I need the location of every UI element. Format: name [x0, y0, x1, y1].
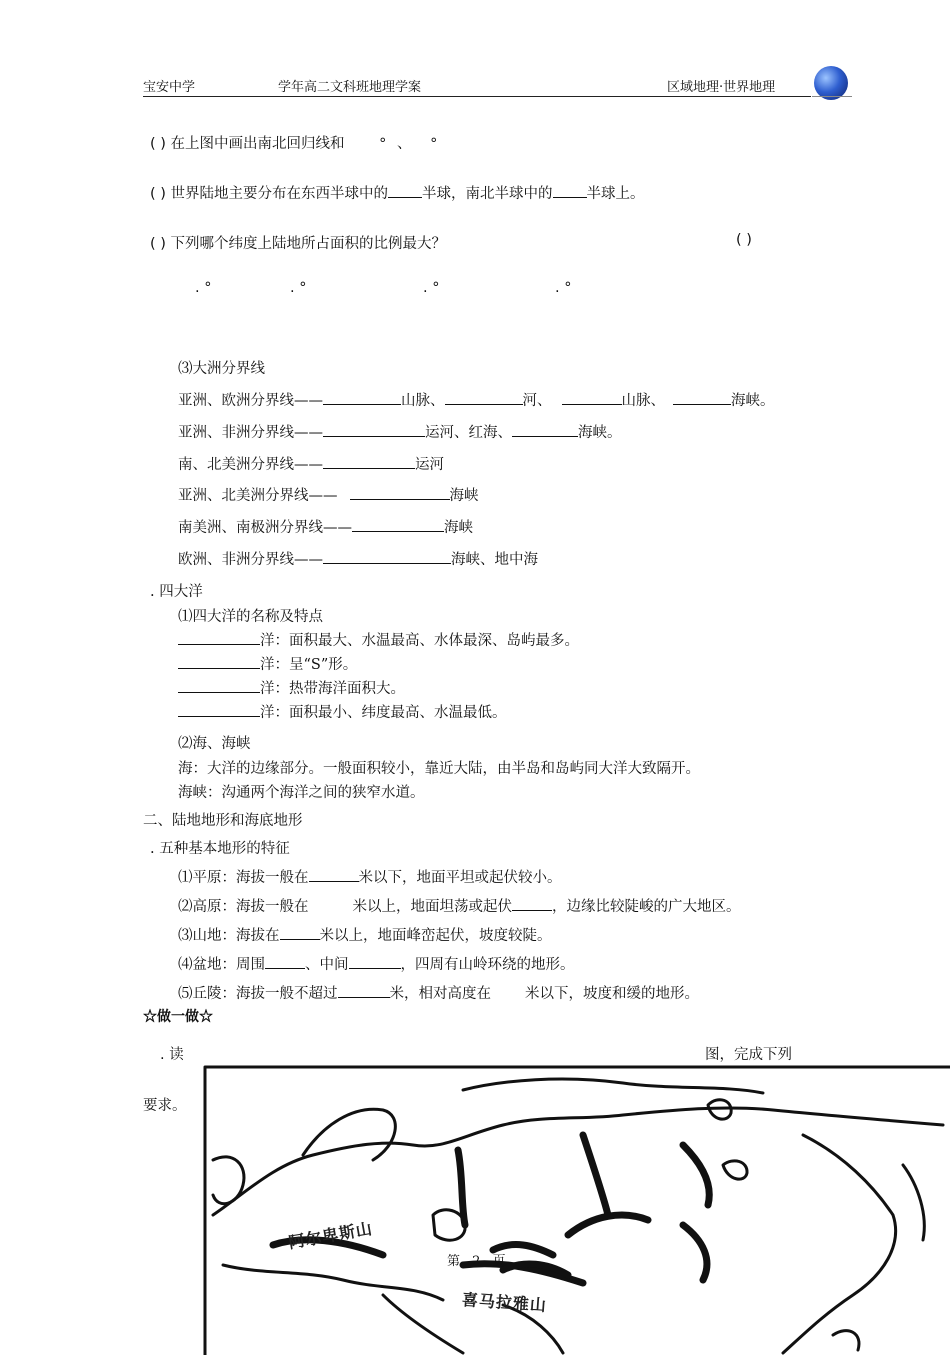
mountain-a: ⑶山地：海拔在 — [178, 928, 280, 944]
landforms-section: 二、陆地地形和海底地形 — [143, 813, 303, 829]
asia-na-label: 亚洲、北美洲分界线—— — [178, 488, 338, 504]
q3-text: 下列哪个纬度上陆地所占面积的比例最大？ — [170, 236, 447, 252]
boundary-asia-africa — [178, 421, 622, 442]
plain-b: 米以下，地面平坦或起伏较小。 — [358, 870, 562, 886]
boundary-asia-north-america — [178, 484, 479, 505]
ocean-text-2: 洋：呈“S”形。 — [260, 657, 358, 673]
eu-af-a: 海峡、地中海 — [451, 552, 538, 568]
coast-islands-2 — [723, 1161, 747, 1179]
asia-europe-b: 河、 — [522, 393, 552, 409]
hill-c: 米以下，坡度和缓的地形。 — [525, 986, 699, 1002]
plateau-blank[interactable] — [512, 898, 552, 911]
basin-blank-1[interactable] — [265, 956, 305, 969]
header-rule — [143, 96, 811, 97]
oceans-sub2: ⑵海、海峡 — [178, 736, 251, 752]
asia-africa-b: 海峡。 — [578, 425, 622, 441]
logo-underline — [812, 96, 852, 97]
activity-requirement: 要求。 — [143, 1098, 187, 1114]
q1-deg1: ° — [379, 136, 387, 152]
landform-plain — [178, 866, 562, 887]
page-prefix: 第 — [447, 1254, 461, 1269]
sn-america-blank[interactable] — [323, 456, 415, 469]
ocean-text-3: 洋：热带海洋面积大。 — [260, 681, 405, 697]
oceans-sub1: ⑴四大洋的名称及特点 — [178, 609, 323, 625]
question-3 — [150, 232, 446, 253]
mountain-blank[interactable] — [280, 927, 320, 940]
asia-europe-blank-2[interactable] — [445, 392, 523, 405]
coast-arctic — [463, 1079, 763, 1093]
header-topic: 区域地理·世界地理 — [667, 80, 776, 95]
ocean-blank-3[interactable] — [178, 680, 260, 693]
boundaries-title: ⑶大洲分界线 — [178, 361, 265, 377]
eu-af-blank[interactable] — [323, 551, 451, 564]
page-suffix: 页 — [492, 1254, 506, 1269]
asia-europe-blank-3[interactable] — [562, 392, 622, 405]
ocean-blank-4[interactable] — [178, 704, 260, 717]
coast-arabia — [383, 1295, 463, 1353]
sa-ant-blank[interactable] — [352, 519, 444, 532]
asia-europe-blank-4[interactable] — [673, 392, 731, 405]
ocean-item-1 — [178, 629, 579, 650]
q3-answer-paren[interactable]: ( ) — [736, 232, 752, 248]
map-label-himalaya: 喜马拉雅山 — [461, 1290, 548, 1315]
ocean-item-2 — [178, 653, 357, 674]
basin-b: 、中间 — [305, 957, 349, 973]
coast-japan — [903, 1165, 924, 1240]
question-1 — [150, 132, 437, 153]
basin-blank-2[interactable] — [349, 956, 401, 969]
plateau-a: ⑵高原：海拔一般在 — [178, 899, 309, 915]
asia-europe-a: 山脉、 — [401, 393, 445, 409]
oceans-heading: . 四大洋 — [150, 584, 203, 600]
globe-logo-icon — [814, 66, 848, 100]
question-2 — [150, 182, 645, 203]
ocean-text-4: 洋：面积最小、纬度最高、水温最低。 — [260, 705, 507, 721]
plateau-b: 米以上，地面坦荡或起伏 — [352, 899, 512, 915]
landform-plateau — [178, 895, 741, 916]
basin-a: ⑷盆地：周围 — [178, 957, 265, 973]
mountain-arc-1 — [683, 1145, 709, 1205]
activity-read-end: 图，完成下列 — [705, 1047, 792, 1063]
page-number — [447, 1250, 506, 1269]
ocean-text-1: 洋：面积最大、水温最高、水体最深、岛屿最多。 — [260, 633, 579, 649]
hill-b: 米，相对高度在 — [389, 986, 491, 1002]
map-frame — [205, 1067, 950, 1355]
sn-america-label: 南、北美洲分界线—— — [178, 457, 323, 473]
boundary-asia-europe — [178, 389, 775, 410]
q2-text-1: 世界陆地主要分布在东西半球中的 — [170, 186, 389, 202]
header-course: 学年高二文科班地理学案 — [278, 80, 422, 95]
ocean-item-3 — [178, 677, 405, 698]
asia-africa-a: 运河、红海、 — [425, 425, 512, 441]
option-a[interactable]: . ° — [195, 280, 212, 296]
asia-africa-blank-2[interactable] — [512, 424, 578, 437]
ocean-blank-2[interactable] — [178, 656, 260, 669]
coast-europe — [213, 1108, 943, 1215]
plateau-c: ，边缘比较陡峻的广大地区。 — [552, 899, 741, 915]
q1-paren: ( ) — [150, 136, 166, 152]
activity-read: . 读 — [160, 1047, 184, 1063]
boundary-south-america-antarctica — [178, 516, 473, 537]
plain-a: ⑴平原：海拔一般在 — [178, 870, 309, 886]
asia-europe-label: 亚洲、欧洲分界线—— — [178, 393, 323, 409]
q2-text-3: 半球上。 — [586, 186, 645, 202]
q1-deg2: ° — [430, 136, 438, 152]
header-school: 宝安中学 — [143, 80, 196, 95]
q1-sep: 、 — [397, 136, 412, 152]
q2-blank-1[interactable] — [388, 185, 422, 198]
q1-text: 在上图中画出南北回归线和 — [170, 136, 345, 152]
q2-blank-2[interactable] — [553, 185, 587, 198]
page-num: 2 — [472, 1254, 481, 1269]
sn-america-a: 运河 — [415, 457, 444, 473]
landform-hill — [178, 982, 699, 1003]
coast-mediterranean — [223, 1265, 443, 1300]
landform-basin — [178, 953, 575, 974]
siberian-ridge — [583, 1135, 608, 1215]
asia-na-blank[interactable] — [350, 487, 450, 500]
eu-af-label: 欧洲、非洲分界线—— — [178, 552, 323, 568]
activity-title: ☆做一做☆ — [143, 1009, 213, 1025]
mountain-b: 米以上，地面峰峦起伏，坡度较陡。 — [319, 928, 552, 944]
basin-c: ，四周有山岭环绕的地形。 — [400, 957, 575, 973]
coast-islands-3 — [833, 1331, 859, 1350]
option-d[interactable]: . ° — [555, 280, 572, 296]
sea-definition: 海：大洋的边缘部分。一般面积较小，靠近大陆，由半岛和岛屿同大洋大致隔开。 — [178, 761, 700, 777]
asia-europe-d: 海峡。 — [731, 393, 775, 409]
hill-a: ⑸丘陵：海拔一般不超过 — [178, 986, 338, 1002]
asia-africa-blank-1[interactable] — [323, 424, 425, 437]
q2-text-2: 半球，南北半球中的 — [422, 186, 553, 202]
ocean-item-4 — [178, 701, 507, 722]
world-map-outline — [203, 1065, 950, 1355]
mountain-arc-2 — [568, 1215, 648, 1235]
asia-africa-label: 亚洲、非洲分界线—— — [178, 425, 323, 441]
coast-asia-east — [783, 1135, 896, 1353]
coast-scandinavia — [303, 1109, 395, 1160]
asia-na-a: 海峡 — [449, 488, 479, 504]
q3-paren: ( ) — [150, 236, 166, 252]
mountain-arc-3 — [683, 1225, 707, 1280]
asia-europe-c: 山脉、 — [621, 393, 665, 409]
sa-ant-a: 海峡 — [444, 520, 473, 536]
landforms-heading: . 五种基本地形的特征 — [150, 841, 290, 857]
option-b[interactable]: . ° — [290, 280, 307, 296]
sa-ant-label: 南美洲、南极洲分界线—— — [178, 520, 352, 536]
plain-blank[interactable] — [309, 869, 359, 882]
ocean-blank-1[interactable] — [178, 632, 260, 645]
hill-blank[interactable] — [338, 985, 390, 998]
landform-mountain — [178, 924, 552, 945]
boundary-europe-africa — [178, 548, 538, 569]
boundary-south-north-america — [178, 453, 444, 474]
asia-europe-blank-1[interactable] — [323, 392, 401, 405]
q2-paren: ( ) — [150, 186, 166, 202]
strait-definition: 海峡：沟通两个海洋之间的狭窄水道。 — [178, 785, 425, 801]
option-c[interactable]: . ° — [423, 280, 440, 296]
map-label-alps: 阿尔卑斯山 — [287, 1218, 375, 1253]
